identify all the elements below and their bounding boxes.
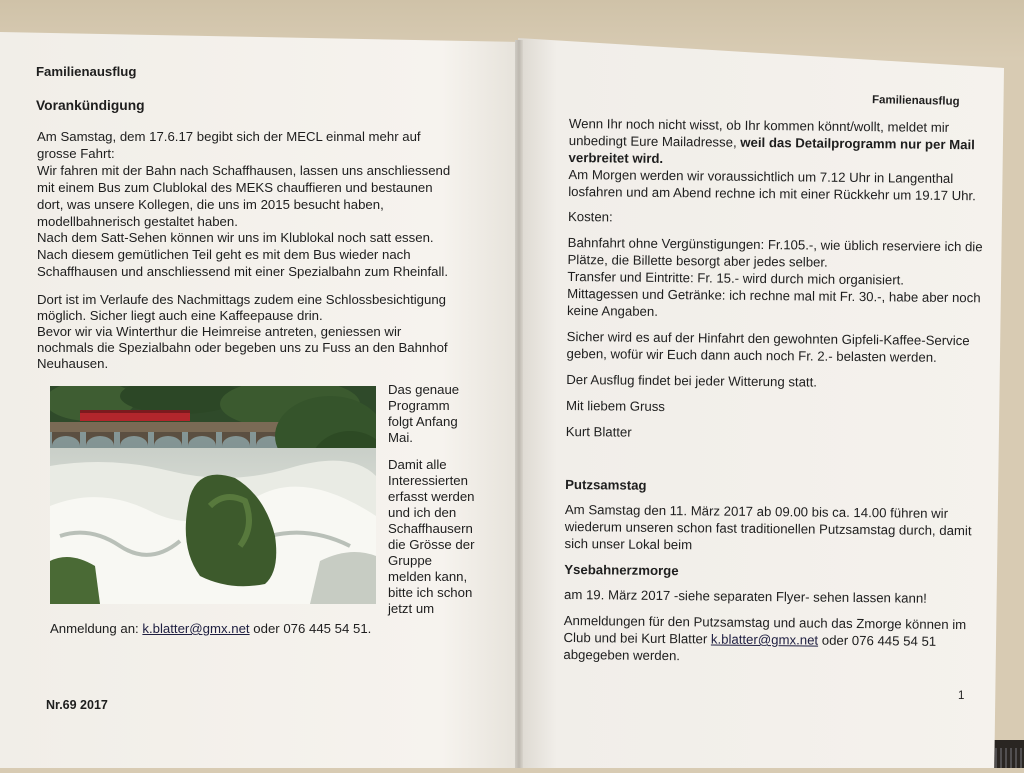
- text-line: verbreitet wird.: [568, 149, 664, 166]
- text-line: mit einem Bus zum Clublokal des MEKS chauffieren und bestaunen: [37, 180, 433, 195]
- text-line: Am Samstag den 11. März 2017 ab 09.00 bis ca. 14.00 führen wir: [564, 501, 949, 521]
- text-line: Am Samstag, dem 17.6.17 begibt sich der MECL einmal mehr auf: [37, 129, 421, 144]
- text-line: Das genaue: [388, 382, 460, 397]
- text-line: Mittagessen und Getränke: ich rechne mal mit Fr. 30.-, habe aber noch: [567, 285, 981, 306]
- text-line: Mai.: [388, 430, 413, 445]
- text-line: Damit alle: [388, 457, 447, 472]
- text-line: folgt Anfang: [388, 414, 458, 429]
- text-line: melden kann,: [388, 569, 468, 584]
- text-line: erfasst werden: [388, 489, 475, 504]
- right-header: Familienausflug: [871, 94, 960, 108]
- text-line: Wenn Ihr noch nicht wisst, ob Ihr kommen könnt/wollt, meldet mir: [568, 115, 950, 135]
- greeting: Mit liebem Gruss: [565, 397, 666, 415]
- text-line: keine Angaben.: [566, 302, 659, 319]
- text-line: Bahnfahrt ohne Vergünstigungen: Fr.105.-, wie üblich reserviere ich die: [567, 234, 983, 255]
- text-line: bitte ich schon: [388, 585, 473, 600]
- text-line: abgegeben werden.: [563, 646, 681, 664]
- email-link[interactable]: k.blatter@gmx.net: [710, 631, 819, 648]
- text-line: Nach dem Satt-Sehen können wir uns im Klublokal noch satt essen.: [37, 230, 434, 245]
- issue-number: Nr.69 2017: [46, 698, 108, 712]
- signature-name: Kurt Blatter: [565, 423, 632, 440]
- text-span: unbedingt Eure Mailadresse,: [568, 132, 741, 150]
- text-line: Bevor wir via Winterthur die Heimreise antreten, geniessen wir: [37, 324, 402, 339]
- text-line: Schaffhausern: [388, 521, 473, 536]
- text-line: sich unser Lokal beim: [564, 535, 693, 553]
- text-line: Programm: [388, 398, 450, 413]
- text-line: Interessierten: [388, 473, 468, 488]
- text-line: Der Ausflug findet bei jeder Witterung statt.: [566, 371, 818, 390]
- text-line: geben, wofür wir Euch dann auch noch Fr. 2.- belasten werden.: [566, 345, 937, 365]
- text-line: Wir fahren mit der Bahn nach Schaffhausen, lassen uns anschliessend: [37, 163, 451, 178]
- text-line: wiederum unseren schon fast traditionellen Putzsamstag durch, damit: [564, 518, 972, 539]
- text-line: Am Morgen werden wir voraussichtlich um 7.12 Uhr in Langenthal: [568, 166, 954, 187]
- text-line: Dort ist im Verlaufe des Nachmittags zudem eine Schlossbesichtigung: [37, 292, 447, 307]
- text-line: losfahren und am Abend rechne ich mit einer Rückkehr um 19.17 Uhr.: [568, 183, 976, 204]
- text-line: Transfer und Eintritte: Fr. 15.- wird durch mich organisiert.: [567, 268, 905, 288]
- left-title: Vorankündigung: [36, 98, 145, 113]
- anmeldung-suffix: oder 076 445 54 51.: [249, 621, 372, 636]
- text-line: Neuhausen.: [37, 356, 109, 371]
- anmeldung-prefix: Anmeldung an:: [50, 621, 143, 636]
- text-line: Schaffhausen und anschliessend mit einer Spezialbahn zum Rheinfall.: [37, 264, 449, 279]
- costs-label: Kosten:: [567, 208, 613, 225]
- text-span: Club und bei Kurt Blatter: [563, 629, 711, 647]
- text-span: oder 076 445 54 51: [818, 632, 937, 649]
- text-line: jetzt um: [388, 601, 435, 616]
- email-link[interactable]: k.blatter@gmx.net: [142, 621, 250, 636]
- text-line: nochmals die Spezialbahn oder begeben uns zu Fuss an den Bahnhof: [37, 340, 448, 355]
- ysebahnerzmorge-title: Ysebahnerzmorge: [564, 561, 679, 579]
- text-line: Anmeldungen für den Putzsamstag und auch das Zmorge können im: [563, 612, 967, 633]
- text-line: dort, was unsere Kollegen, die uns im 2015 besucht haben,: [37, 197, 384, 212]
- text-line: möglich. Sicher liegt auch eine Kaffeepause drin.: [37, 308, 323, 323]
- text-line: Gruppe: [388, 553, 432, 568]
- text-line: und ich den: [388, 505, 457, 520]
- text-line: Sicher wird es auf der Hinfahrt den gewohnten Gipfeli-Kaffee-Service: [566, 328, 970, 349]
- text-line: am 19. März 2017 -siehe separaten Flyer- sehen lassen kann!: [563, 586, 927, 606]
- text-line: Plätze, die Billette besorgt aber jedes selber.: [567, 251, 828, 270]
- text-line: modellbahnerisch gestaltet haben.: [37, 214, 238, 229]
- left-header: Familienausflug: [36, 64, 137, 79]
- text-line: grosse Fahrt:: [37, 146, 115, 161]
- text-line: Nach diesem gemütlichen Teil geht es mit dem Bus wieder nach: [37, 247, 411, 262]
- bold-text-span: weil das Detailprogramm nur per Mail: [740, 134, 975, 153]
- text-line: die Grösse der: [388, 537, 475, 552]
- putzsamstag-title: Putzsamstag: [565, 476, 647, 493]
- page-number: 1: [958, 690, 965, 702]
